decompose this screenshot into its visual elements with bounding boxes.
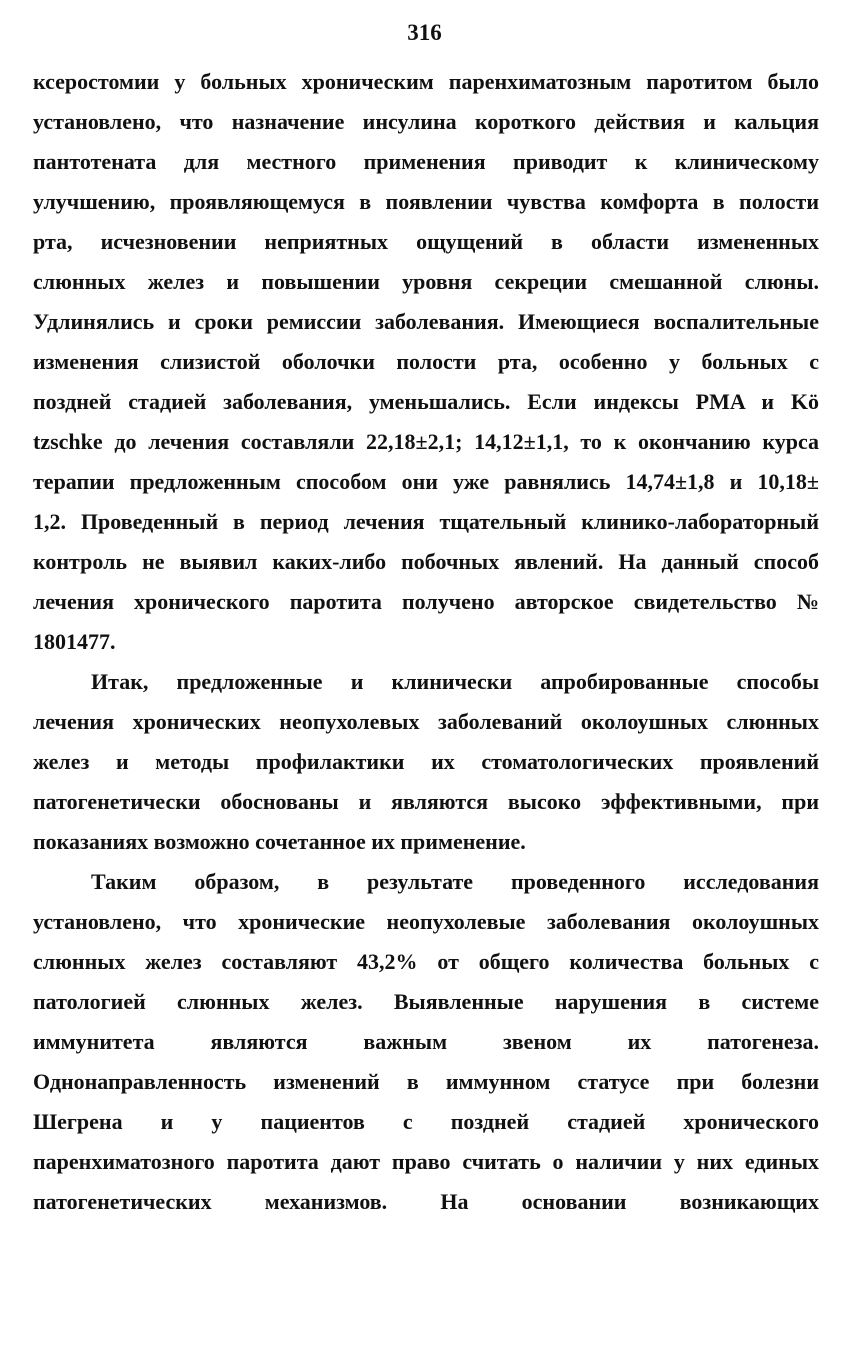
page-body [33, 62, 819, 1222]
text-line: лечения хронических неопухолевых заболеваний околоушных слюнных [33, 709, 819, 734]
text-line: патогенетических механизмов. На основании возникающих [33, 1189, 819, 1214]
text-line: терапии предложенным способом они уже равнялись 14,74±1,8 и 10,18± [33, 469, 819, 494]
text-line: показаниях возможно сочетанное их применение. [33, 829, 526, 854]
text-line: патогенетически обоснованы и являются высоко эффективными, при [33, 789, 819, 814]
text-line: слюнных желез и повышении уровня секреции смешанной слюны. [33, 269, 819, 294]
text-line: Однонаправленность изменений в иммунном статусе при болезни [33, 1069, 819, 1094]
text-line: поздней стадией заболевания, уменьшались. Если индексы PMA и Kö [33, 389, 819, 414]
text-line: Шегрена и у пациентов с поздней стадией хронического [33, 1109, 819, 1134]
text-line: желез и методы профилактики их стоматологических проявлений [33, 749, 819, 774]
text-line: паренхиматозного паротита дают право считать о наличии у них единых [33, 1149, 819, 1174]
text-line: патологией слюнных желез. Выявленные нарушения в системе [33, 989, 819, 1014]
paragraph-2 [33, 662, 819, 862]
text-line: рта, исчезновении неприятных ощущений в области измененных [33, 229, 819, 254]
text-line: пантотената для местного применения приводит к клиническому [33, 149, 819, 174]
text-line: tzschke до лечения составляли 22,18±2,1; 14,12±1,1, то к окончанию курса [33, 429, 819, 454]
text-line: лечения хронического паротита получено авторское свидетельство № [33, 589, 819, 614]
text-line: иммунитета являются важным звеном их патогенеза. [33, 1029, 819, 1054]
text-line: Таким образом, в результате проведенного исследования [91, 869, 819, 894]
text-line: улучшению, проявляющемуся в появлении чувства комфорта в полости [33, 189, 819, 214]
text-line: ксеростомии у больных хроническим паренхиматозным паротитом было [33, 69, 819, 94]
text-line: 1801477. [33, 629, 116, 654]
text-line: Итак, предложенные и клинически апробированные способы [91, 669, 819, 694]
page-number: 316 [407, 20, 442, 45]
text-line: установлено, что назначение инсулина короткого действия и кальция [33, 109, 819, 134]
text-line: слюнных желез составляют 43,2% от общего количества больных с [33, 949, 819, 974]
paragraph-3 [33, 862, 819, 1222]
paragraph-1 [33, 62, 819, 662]
text-line: контроль не выявил каких-либо побочных явлений. На данный способ [33, 549, 819, 574]
text-line: 1,2. Проведенный в период лечения тщательный клинико-лабораторный [33, 509, 819, 534]
text-line: установлено, что хронические неопухолевые заболевания околоушных [33, 909, 819, 934]
text-line: изменения слизистой оболочки полости рта, особенно у больных с [33, 349, 819, 374]
text-line: Удлинялись и сроки ремиссии заболевания. Имеющиеся воспалительные [33, 309, 819, 334]
